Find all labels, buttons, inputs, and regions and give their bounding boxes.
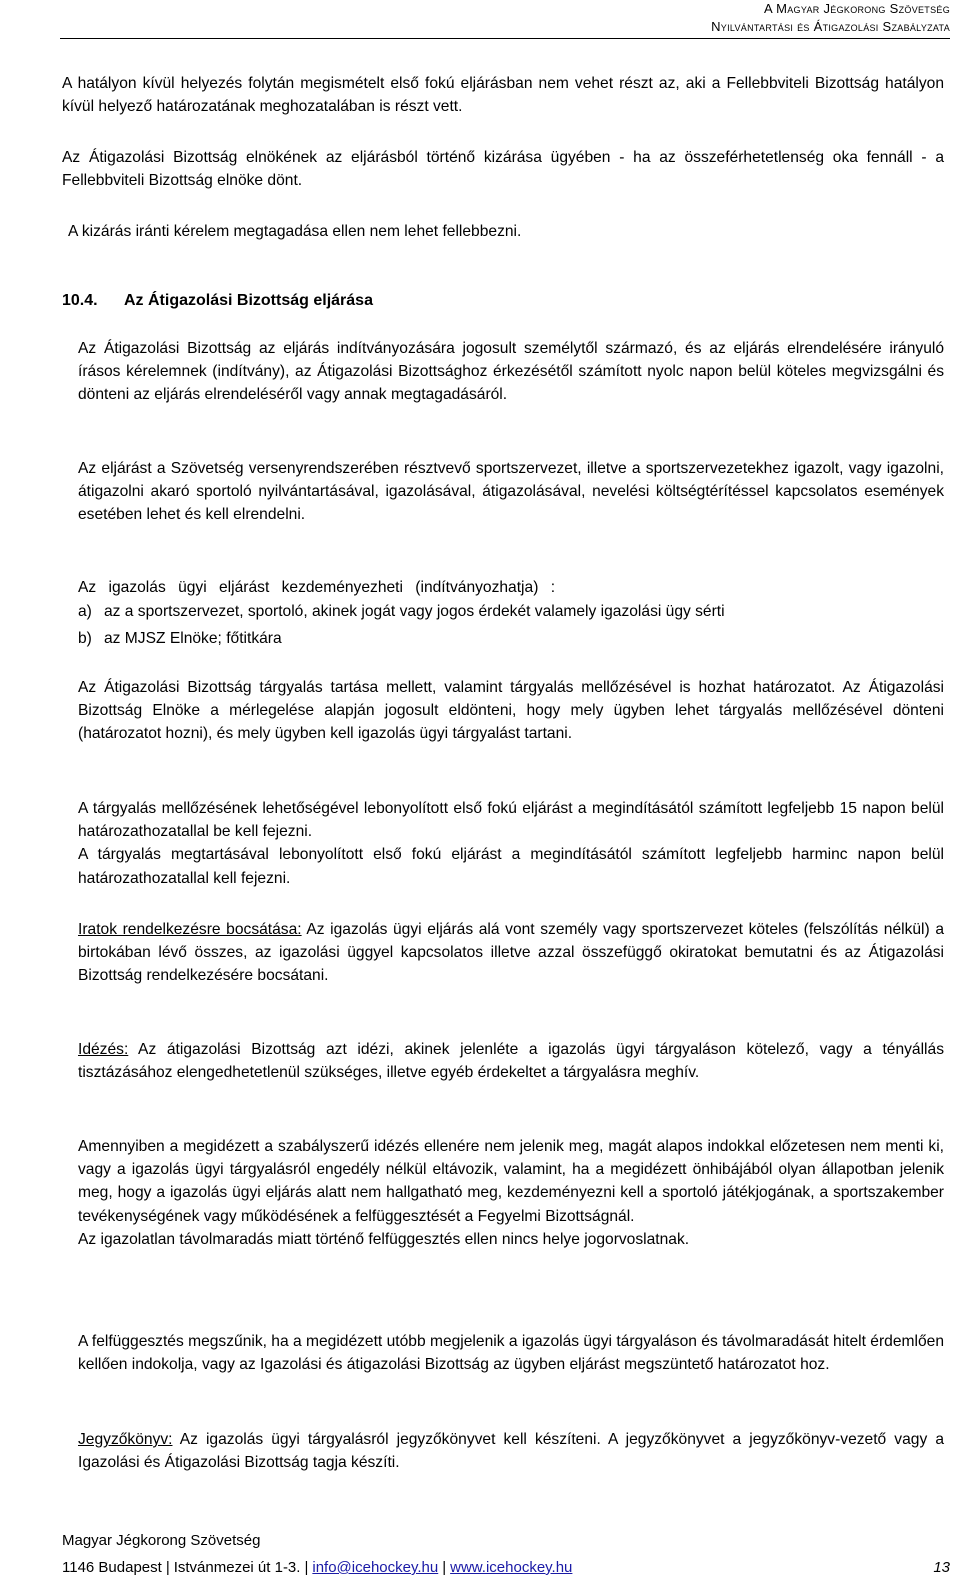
section-number: 10.4. (62, 292, 98, 309)
list-text: az a sportszervezet, sportoló, akinek jogát vagy jogos érdekét valamely igazolási ügy sérti (104, 603, 725, 620)
list-text: az MJSZ Elnöke; főtitkára (104, 630, 282, 648)
footer-email-link[interactable]: info@icehockey.hu (312, 1559, 439, 1576)
paragraph: Az Átigazolási Bizottság elnökének az eljárásból történő kizárása ügyében - ha az összeférhetetlenség oka fennáll - a Fellebbviteli Bizottság elnöke dönt. (62, 149, 944, 190)
page-header (711, 0, 950, 36)
list (78, 600, 944, 650)
paragraph (78, 1038, 944, 1084)
paragraph: A kizárás iránti kérelem megtagadása ellen nem lehet fellebbezni. (68, 223, 522, 240)
list-marker: a) (78, 603, 92, 620)
paragraph-line: Az igazolatlan távolmaradás miatt történő felfüggesztés ellen nincs helye jogorvoslatnak. (78, 1230, 690, 1248)
paragraph (78, 918, 944, 988)
paragraph-line: A tárgyalás megtartásával lebonyolított első fokú eljárást a megindításától számított legfeljebb harminc napon belül határozathozatallal kell fejezni. (78, 846, 944, 887)
page-footer (62, 1527, 950, 1581)
paragraph: Az eljárást a Szövetség versenyrendszerében résztvevő sportszervezet, illetve a sportszervezetekhez igazolt, vagy igazolni, átigazolni akaró sportoló nyilvántartásával, igazolásával, átigazolásával, nevelési költségtérítéssel kapcsolatos események esetében lehet és kell elrendelni. (78, 460, 944, 524)
paragraph: A hatályon kívül helyezés folytán megismételt első fokú eljárásban nem vehet részt az, aki a Fellebbviteli Bizottság hatályon kívül helyező határozatának meghozatalában is részt vett. (62, 75, 944, 116)
paragraph-label: Idézés: (78, 1041, 129, 1058)
list-item (78, 627, 944, 650)
paragraph-text: Az igazolás ügyi eljárás alá vont személy vagy sportszervezet köteles (felszólítás nélkül) a birtokában lévő összes, az igazolási üggyel kapcsolatos illetve azzal összefüggő okiratokat bemutatni és az Átigazolási Bizottság rendelkezésére bocsátani. (78, 921, 944, 985)
paragraph (78, 1428, 944, 1474)
header-divider (60, 38, 950, 39)
footer-contact: 1146 Budapest | Istvánmezei út 1-3. | info@icehockey.hu | www.icehockey.hu (62, 1559, 573, 1576)
header-subtitle: Nyilvántartási és Átigazolási Szabályzata (711, 19, 950, 34)
paragraph: Az Átigazolási Bizottság tárgyalás tartása mellett, valamint tárgyalás mellőzésével is hozhat határozatot. Az Átigazolási Bizottság Elnöke a mérlegelése alapján jogosult eldönteni, hogy mely ügyben lehet tárgyalás mellőzésével dönteni (határozatot hozni), és mely ügyben kell igazolás ügyi tárgyalást tartani. (78, 679, 944, 743)
section-heading (62, 292, 373, 310)
paragraph-text: Az igazolás ügyi tárgyalásról jegyzőkönyvet kell készíteni. A jegyzőkönyvet a jegyzőkönyv-vezető vagy a Igazolási és Átigazolási Bizottság tagja készíti. (78, 1431, 944, 1472)
page-number: 13 (933, 1559, 950, 1576)
paragraph-line: Amennyiben a megidézett a szabályszerű idézés ellenére nem jelenik meg, magát alapos indokkal előzetesen nem menti ki, vagy a igazolás ügyi tárgyalásról engedély nélkül eltávozik, valamint, ha a megidézett önhibájából olyan állapotban jelenik meg, hogy a igazolás ügyi eljárás alatt nem hallgatható meg, kezdeményezni kell a sportoló játékjogának, a sportszakember tevékenységének vagy működésének a felfüggesztését a Fegyelmi Bizottságnál. (78, 1138, 944, 1225)
header-title: A Magyar Jégkorong Szövetség (763, 1, 950, 16)
footer-street: Istvánmezei út 1-3. (173, 1559, 301, 1576)
paragraph-label: Jegyzőkönyv: (78, 1431, 173, 1448)
paragraph: Az igazolás ügyi eljárást kezdeményezheti (indítványozhatja) : (78, 579, 556, 596)
paragraph-text: Az átigazolási Bizottság azt idézi, akinek jelenléte a igazolás ügyi tárgyaláson kötelező, vagy a tényállás tisztázásához elengedhetetlenül szükséges, illetve egyéb érdekeltet a tárgyalásra meghív. (78, 1041, 944, 1082)
section-title: Az Átigazolási Bizottság eljárása (124, 292, 373, 309)
footer-org: Magyar Jégkorong Szövetség (62, 1532, 261, 1549)
paragraph (78, 1135, 944, 1251)
footer-web-link[interactable]: www.icehockey.hu (450, 1559, 573, 1576)
footer-address: 1146 Budapest (62, 1559, 162, 1576)
paragraph-label: Iratok rendelkezésre bocsátása: (78, 921, 302, 938)
paragraph: A felfüggesztés megszűnik, ha a megidézett utóbb megjelenik a igazolás ügyi tárgyaláson és távolmaradását hitelt érdemlően kellően indokolja, vagy az Igazolási és átigazolási Bizottság az ügyben eljárást megszüntető határozatot hoz. (78, 1333, 944, 1374)
paragraph (78, 797, 944, 890)
paragraph: Az Átigazolási Bizottság az eljárás indítványozására jogosult személytől származó, és az eljárás elrendelésére irányuló írásos kérelemnek (indítvány), az Átigazolási Bizottsághoz érkezésétől számított nyolc napon belül köteles megvizsgálni és dönteni az eljárás elrendeléséről vagy annak megtagadásáról. (78, 340, 944, 404)
paragraph-line: A tárgyalás mellőzésének lehetőségével lebonyolított első fokú eljárást a megindításától számított legfeljebb 15 napon belül határozathozatallal be kell fejezni. (78, 800, 944, 841)
list-item (78, 600, 944, 623)
list-marker: b) (78, 630, 92, 648)
